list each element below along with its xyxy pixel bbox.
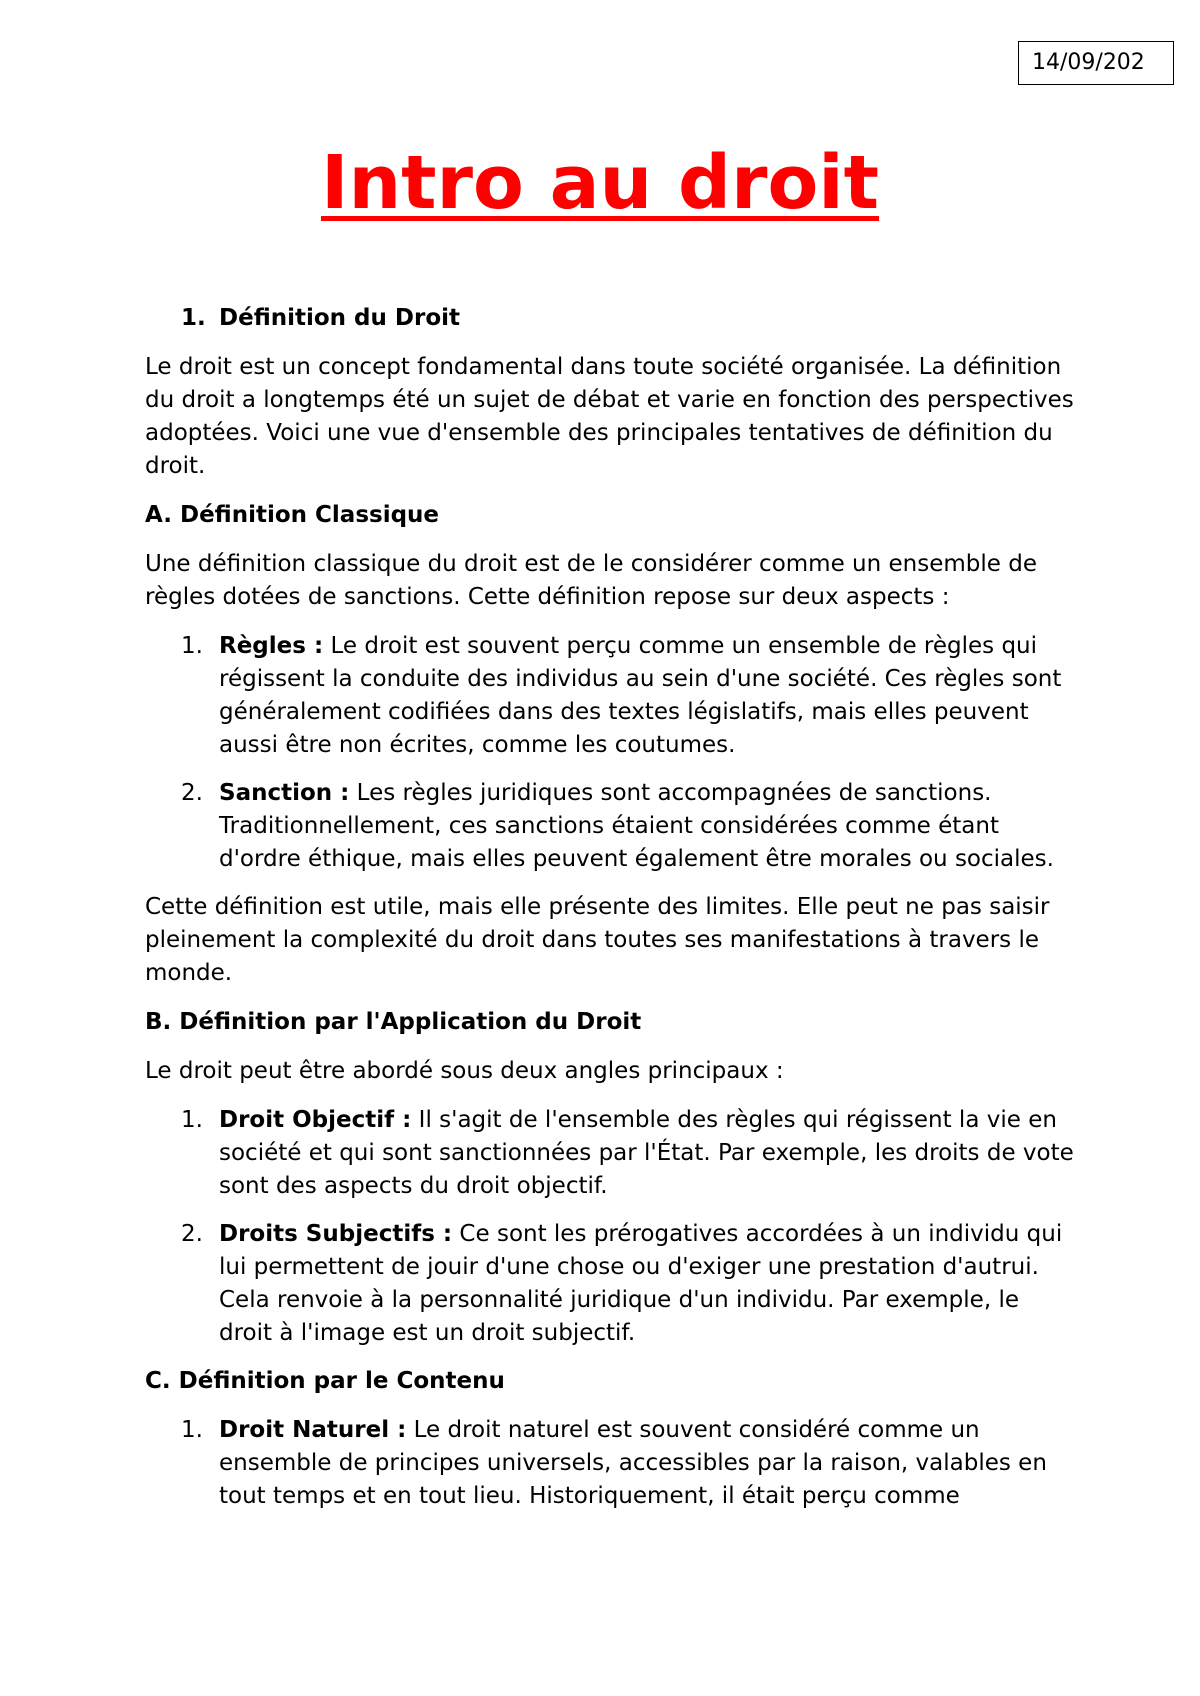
list-item-text: Le droit naturel est souvent considéré comme un ensemble de principes universels, accessibles par la raison, valables en tout temps et en tout lieu. Historiquement, il était perçu comme xyxy=(219,1417,1047,1509)
list-item-number: 1. xyxy=(181,1107,203,1133)
list-item-number: 1. xyxy=(181,1417,203,1443)
section-1-number: 1. xyxy=(181,305,206,331)
list-item-number: 1. xyxy=(181,633,203,659)
section-1-heading-text: Définition du Droit xyxy=(219,305,461,331)
list-item-body xyxy=(219,1218,1075,1350)
section-1-heading xyxy=(145,302,1075,335)
list-item-text: Les règles juridiques sont accompagnées de sanctions. Traditionnellement, ces sanctions étaient considérées comme étant d'ordre éthique, mais elles peuvent également être morales ou sociales. xyxy=(219,780,1054,872)
date-box: 14/09/202 xyxy=(1018,41,1174,85)
list-item xyxy=(145,630,1075,762)
section-a-heading: A. Définition Classique xyxy=(145,502,440,528)
section-b-heading: B. Définition par l'Application du Droit xyxy=(145,1009,642,1035)
list-item xyxy=(145,777,1075,876)
section-b-list xyxy=(145,1104,1075,1350)
list-item-term: Droit Objectif : xyxy=(219,1107,412,1133)
list-item-text: Le droit est souvent perçu comme un ensemble de règles qui régissent la conduite des individus au sein d'une société. Ces règles sont généralement codifiées dans des textes législatifs, mais elles peuvent aussi être non écrites, comme les coutumes. xyxy=(219,633,1062,758)
list-item-body xyxy=(219,630,1075,762)
list-item-number: 2. xyxy=(181,780,203,806)
list-item xyxy=(145,1414,1075,1513)
section-c-list xyxy=(145,1414,1075,1513)
list-item-term: Droits Subjectifs : xyxy=(219,1221,453,1247)
list-item xyxy=(145,1218,1075,1350)
section-a-list xyxy=(145,630,1075,876)
list-item-body xyxy=(219,1104,1075,1203)
list-item-term: Sanction : xyxy=(219,780,350,806)
list-item xyxy=(145,1104,1075,1203)
list-item-term: Règles : xyxy=(219,633,324,659)
list-item-body xyxy=(219,777,1075,876)
list-item-text: Ce sont les prérogatives accordées à un individu qui lui permettent de jouir d'une chose ou d'exiger une prestation d'autrui. Cela renvoie à la personnalité juridique d'un individu. Par exemple, le droit à l'image est un droit subjectif. xyxy=(219,1221,1063,1346)
document-body xyxy=(145,302,1075,1528)
section-a-conclusion: Cette définition est utile, mais elle présente des limites. Elle peut ne pas saisir pleinement la complexité du droit dans toutes ses manifestations à travers le monde. xyxy=(145,894,1050,986)
section-b-intro: Le droit peut être abordé sous deux angles principaux : xyxy=(145,1058,784,1084)
section-1-intro: Le droit est un concept fondamental dans toute société organisée. La définition du droit a longtemps été un sujet de débat et varie en fonction des perspectives adoptées. Voici une vue d'ensemble des principales tentatives de définition du droit. xyxy=(145,354,1074,479)
list-item-number: 2. xyxy=(181,1221,203,1247)
page-title: Intro au droit xyxy=(320,140,880,226)
list-item-term: Droit Naturel : xyxy=(219,1417,407,1443)
list-item-body xyxy=(219,1414,1075,1513)
section-c-heading: C. Définition par le Contenu xyxy=(145,1368,505,1394)
list-item-text: Il s'agit de l'ensemble des règles qui régissent la vie en société et qui sont sanctionnées par l'État. Par exemple, les droits de vote sont des aspects du droit objectif. xyxy=(219,1107,1074,1199)
section-a-intro: Une définition classique du droit est de le considérer comme un ensemble de règles dotées de sanctions. Cette définition repose sur deux aspects : xyxy=(145,551,1037,610)
